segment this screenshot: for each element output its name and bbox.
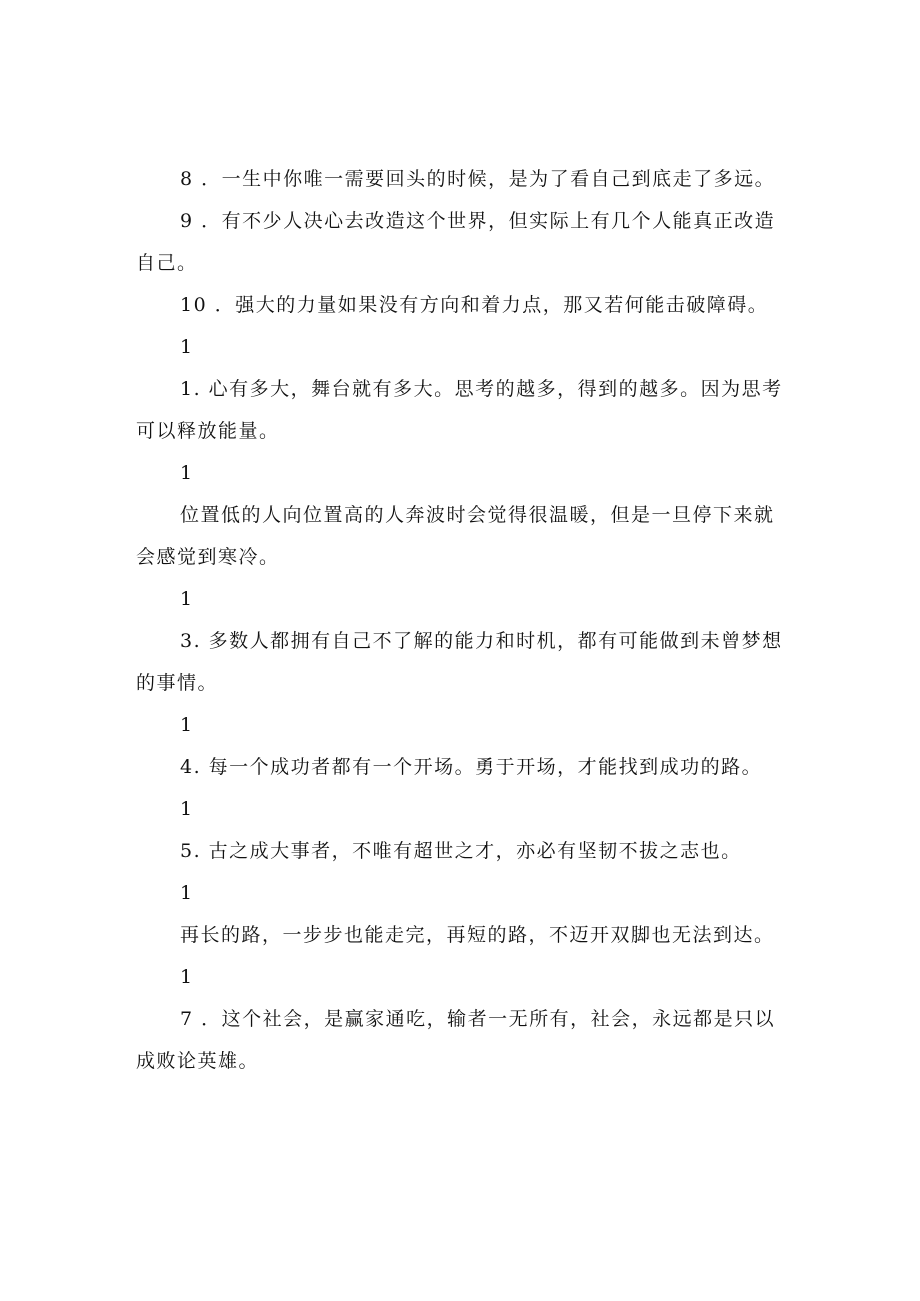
- number-line: 1: [180, 798, 193, 820]
- number-line: 1: [180, 462, 193, 484]
- paragraph-9: 9 ．有不少人决心去改造这个世界，但实际上有几个人能真正改造自己。: [136, 210, 776, 274]
- paragraph-8: 8 ．一生中你唯一需要回头的时候，是为了看自己到底走了多远。: [180, 168, 776, 190]
- number-line: 1: [180, 588, 193, 610]
- document-body: [136, 158, 786, 1082]
- paragraph-3: 3. 多数人都拥有自己不了解的能力和时机，都有可能做到未曾梦想的事情。: [136, 630, 783, 694]
- paragraph-2: 位置低的人向位置高的人奔波时会觉得很温暖，但是一旦停下来就会感觉到寒冷。: [136, 504, 775, 568]
- number-line: 1: [180, 714, 193, 736]
- paragraph-4: 4. 每一个成功者都有一个开场。勇于开场，才能找到成功的路。: [180, 756, 763, 778]
- paragraph-5: 5. 古之成大事者，不唯有超世之才，亦必有坚韧不拔之志也。: [180, 840, 742, 862]
- number-line: 1: [180, 336, 193, 358]
- paragraph-10: 10 ．强大的力量如果没有方向和着力点，那又若何能击破障碍。: [180, 294, 769, 316]
- paragraph-1: 1. 心有多大，舞台就有多大。思考的越多，得到的越多。因为思考可以释放能量。: [136, 378, 783, 442]
- number-line: 1: [180, 966, 193, 988]
- paragraph-7: 7 ．这个社会，是赢家通吃，输者一无所有，社会，永远都是只以成败论英雄。: [136, 1008, 776, 1072]
- number-line: 1: [180, 882, 193, 904]
- paragraph-6: 再长的路，一步步也能走完，再短的路，不迈开双脚也无法到达。: [180, 924, 775, 946]
